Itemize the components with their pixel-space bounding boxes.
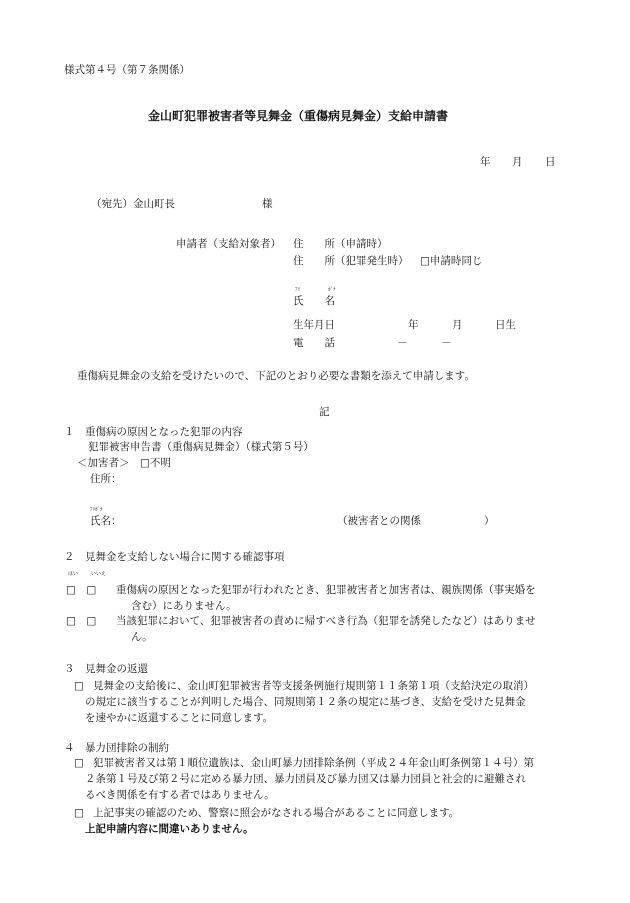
item2-text-line1: 当該犯罪において、犯罪被害者の責めに帰すべき行為（犯罪を誘発したなど）はありませ [116,615,536,627]
section3-heading: ３ 見舞金の返還 [64,663,148,675]
section4-heading: ４ 暴力団排除の制約 [64,742,169,754]
same-as-application-checkbox[interactable]: □申請時同じ [420,255,483,267]
gang-exclusion-text-line3: るべき関係を有する者ではありません。 [85,789,275,801]
no-column-label: いいえ [91,571,107,577]
address-at-application-label: 住 所（申請時） [293,238,388,250]
phone-separator-1: － [397,337,408,349]
birth-month-label: 月 [452,319,463,331]
name-furigana-2: ｶﾞﾅ [328,287,336,293]
refund-text-line1: 見舞金の支給後に、金山町犯罪被害者等支援条例施行規則第１１条第１項（支給決定の取消） [93,680,534,692]
refund-consent-checkbox[interactable]: □ [74,680,84,692]
date-year-label: 年 [480,156,491,168]
relation-to-victim-field: （被害者との関係 ） [337,515,495,527]
perpetrator-name-label: 氏名： [90,515,122,527]
section2-heading: ２ 見舞金を支給しない場合に関する確認事項 [64,551,285,563]
perpetrator-address-label: 住所： [90,473,122,485]
phone-label: 電 話 [293,337,335,349]
section1-form-reference: 犯罪被害申告書（重傷病見舞金）（様式第５号） [88,441,314,453]
item1-text-line2: 含む）にありません。 [131,600,237,612]
refund-text-line3: を速やかに返還することに同意します。 [85,712,274,724]
birth-year-label: 年 [408,319,419,331]
item1-text-line1: 重傷病の原因となった犯罪が行われたとき、犯罪被害者と加害者は、親族関係（事実婚を [116,584,536,596]
gang-exclusion-text-line1: 犯罪被害者又は第１順位遺族は、金山町暴力団排除条例（平成２４年金山町条例第１４号）第 [93,757,534,769]
item2-yes-no-checkboxes[interactable]: □ □ [66,615,97,627]
birthdate-label: 生年月日 [293,319,335,331]
phone-separator-2: － [441,337,452,349]
perpetrator-unknown-checkbox[interactable]: ＜加害者＞ □不明 [77,457,171,469]
final-confirmation-statement: 上記申請内容に間違いありません。 [85,823,254,835]
item2-text-line2: ん。 [131,631,153,643]
birth-day-label: 日生 [495,319,516,331]
page-title: 金山町犯罪被害者等見舞金（重傷病見舞金）支給申請書 [148,109,449,123]
perpetrator-furigana: ﾌﾘｶﾞﾅ [90,507,103,513]
police-inquiry-text: 上記事実の確認のため、警察に照会がなされる場合があることに同意します。 [93,807,460,819]
section1-heading: １ 重傷病の原因となった犯罪の内容 [64,426,243,438]
yes-column-label: はい [68,571,79,577]
form-number: 様式第４号（第７条関係） [64,64,190,76]
addressee-label: （宛先）金山町長 [91,198,175,210]
gang-exclusion-checkbox[interactable]: □ [74,757,84,769]
police-inquiry-consent-checkbox[interactable]: □ [74,807,84,819]
date-month-label: 月 [512,156,523,168]
item1-yes-no-checkboxes[interactable]: □ □ [66,584,97,596]
refund-text-line2: の規定に該当することが判明した場合、同規則第１２条の規定に基づき、支給を受けた見舞金 [85,696,526,708]
gang-exclusion-text-line2: ２条第１号及び第２号に定める暴力団、暴力団員及び暴力団又は暴力団員と社会的に避難され [85,773,526,785]
ki-heading: 記 [319,406,330,418]
date-day-label: 日 [545,156,556,168]
applicant-name-label: 氏 名 [293,295,335,307]
intro-statement: 重傷病見舞金の支給を受けたいので、下記のとおり必要な書類を添えて申請します。 [77,370,475,382]
name-furigana-1: ﾌﾘ [295,287,301,293]
addressee-honorific: 様 [262,198,273,210]
applicant-label: 申請者（支給対象者） [176,238,281,250]
address-at-crime-label: 住 所（犯罪発生時） [293,255,409,267]
